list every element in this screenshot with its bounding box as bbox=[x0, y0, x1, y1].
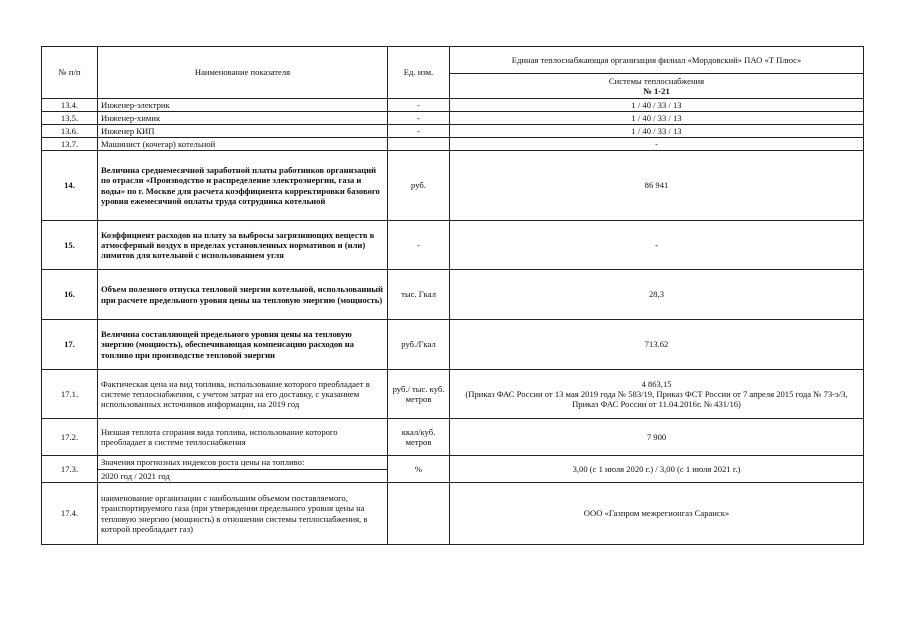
row-name: Низшая теплота сгорания вида топлива, использование которого преобладает в системе теплоснабжения bbox=[98, 419, 388, 456]
table-row bbox=[42, 370, 864, 419]
row-unit: - bbox=[388, 112, 450, 125]
row-name: Значения прогнозных индексов роста цены на топливо: bbox=[98, 456, 388, 470]
row-unit: руб./ тыс. куб. метров bbox=[388, 370, 450, 419]
row-name: Величина среднемесячной заработной платы работников организаций по отрасли «Производство и распределение электроэнергии, газа и воды» по г. Москве для расчета коэффициента корректировки базового уровня ежемесячной оплаты труда сотрудника котельной bbox=[98, 151, 388, 221]
row-unit bbox=[388, 483, 450, 545]
row-number: 17.3. bbox=[42, 456, 98, 483]
row-value: - bbox=[450, 138, 864, 151]
header-systems-label: Системы теплоснабжения bbox=[608, 75, 705, 86]
header-unit: Ед. изм. bbox=[388, 47, 450, 99]
table-row bbox=[42, 138, 864, 151]
header-systems bbox=[450, 74, 864, 99]
row-number: 14. bbox=[42, 151, 98, 221]
row-unit: % bbox=[388, 456, 450, 483]
row-name: Инженер-химик bbox=[98, 112, 388, 125]
row-value: ООО «Газпром межрегионгаз Саранск» bbox=[450, 483, 864, 545]
row-unit: - bbox=[388, 125, 450, 138]
row-value: 713.62 bbox=[450, 320, 864, 370]
table-row bbox=[42, 112, 864, 125]
row-name: Машинист (кочегар) котельной bbox=[98, 138, 388, 151]
row-name: Величина составляющей предельного уровня цены на тепловую энергию (мощность), обеспечивающая компенсацию расходов на топливо при производстве тепловой энергии bbox=[98, 320, 388, 370]
row-number: 17.2. bbox=[42, 419, 98, 456]
row-value-note: (Приказ ФАС России от 13 мая 2019 года № 583/19, Приказ ФСТ России от 7 апреля 2015 года № 73-э/3, Приказ ФАС России от 11.04.2016г. № 431/16) bbox=[465, 388, 848, 410]
header-systems-number: № 1-21 bbox=[643, 86, 670, 96]
row-number: 13.4. bbox=[42, 99, 98, 112]
row-unit: - bbox=[388, 99, 450, 112]
row-value: 86 941 bbox=[450, 151, 864, 221]
row-number: 17.1. bbox=[42, 370, 98, 419]
row-name: Объем полезного отпуска тепловой энергии котельной, использованный при расчете предельного уровня цены на тепловую энергию (мощность) bbox=[98, 270, 388, 320]
row-name: Фактическая цена на вид топлива, использование которого преобладает в системе теплоснабжения, с учетом затрат на его доставку, с указанием использованных источников информации, на 2019 год bbox=[98, 370, 388, 419]
row-value: 7 900 bbox=[450, 419, 864, 456]
header-row bbox=[42, 47, 864, 74]
row-value: 1 / 40 / 33 / 13 bbox=[450, 112, 864, 125]
header-num: № п/п bbox=[42, 47, 98, 99]
row-value: 3,00 (с 1 июля 2020 г.) / 3,00 (с 1 июля 2021 г.) bbox=[450, 456, 864, 483]
row-value: 28,3 bbox=[450, 270, 864, 320]
table-row bbox=[42, 270, 864, 320]
row-name: Инженер-электрик bbox=[98, 99, 388, 112]
row-number: 13.6. bbox=[42, 125, 98, 138]
row-unit bbox=[388, 138, 450, 151]
row-number: 17.4. bbox=[42, 483, 98, 545]
row-number: 13.5. bbox=[42, 112, 98, 125]
tariff-table bbox=[41, 46, 864, 545]
row-name: Инженер КИП bbox=[98, 125, 388, 138]
row-name: наименование организации с наибольшим объемом поставляемого, транспортируемого газа (при утверждении предельного уровня цены на тепловую энергию (мощность) в отношении системы теплоснабжения, в которой преобладает газ) bbox=[98, 483, 388, 545]
row-number: 16. bbox=[42, 270, 98, 320]
header-name: Наименование показателя bbox=[98, 47, 388, 99]
row-value: - bbox=[450, 221, 864, 270]
row-name: Коэффициент расходов на плату за выбросы загрязняющих веществ в атмосферный воздух в пределах установленных нормативов и (или) лимитов для котельной с использованием угля bbox=[98, 221, 388, 270]
row-unit: руб./Гкал bbox=[388, 320, 450, 370]
table-row bbox=[42, 483, 864, 545]
row-number: 13.7. bbox=[42, 138, 98, 151]
row-unit: ккал/куб. метров bbox=[388, 419, 450, 456]
row-value: 1 / 40 / 33 / 13 bbox=[450, 99, 864, 112]
row-unit: руб. bbox=[388, 151, 450, 221]
row-value: 4 863,15 bbox=[641, 378, 672, 389]
row-unit: - bbox=[388, 221, 450, 270]
table-row bbox=[42, 125, 864, 138]
table-row bbox=[42, 320, 864, 370]
table-row bbox=[42, 419, 864, 456]
row-name-sub: 2020 год / 2021 год bbox=[98, 470, 388, 483]
row-value-cell bbox=[450, 370, 864, 419]
header-org: Единая теплоснабжающая организация филиал «Мордовский» ПАО «Т Плюс» bbox=[450, 47, 864, 74]
row-unit: тыс. Гкал bbox=[388, 270, 450, 320]
row-number: 15. bbox=[42, 221, 98, 270]
table-row bbox=[42, 221, 864, 270]
table-row bbox=[42, 151, 864, 221]
table-row bbox=[42, 99, 864, 112]
row-value: 1 / 40 / 33 / 13 bbox=[450, 125, 864, 138]
table-row bbox=[42, 456, 864, 470]
row-number: 17. bbox=[42, 320, 98, 370]
